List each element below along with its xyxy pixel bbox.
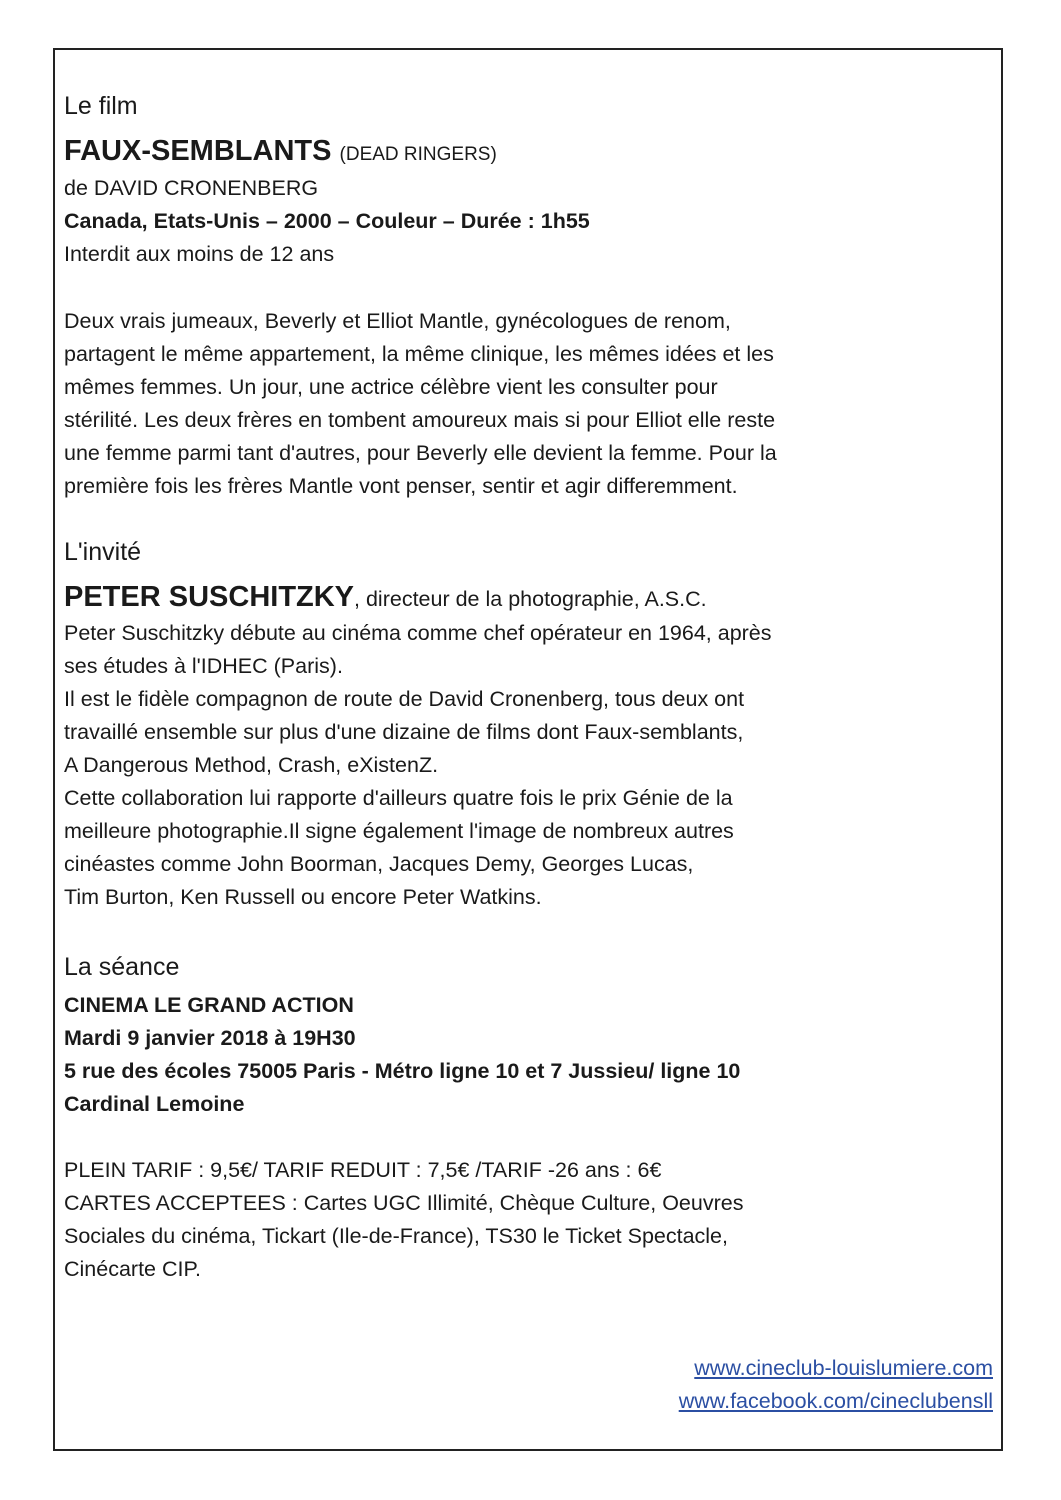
guest-bio-line: A Dangerous Method, Crash, eXistenZ. bbox=[64, 753, 439, 777]
guest-role: , directeur de la photographie, A.S.C. bbox=[354, 587, 707, 611]
guest-name-line bbox=[64, 579, 707, 617]
guest-name: PETER SUSCHITZKY bbox=[64, 581, 355, 613]
guest-bio-line: Cette collaboration lui rapporte d'ailleurs quatre fois le prix Génie de la bbox=[64, 786, 733, 810]
film-title: FAUX-SEMBLANTS bbox=[64, 135, 332, 167]
screening-venue: CINEMA LE GRAND ACTION bbox=[64, 993, 354, 1017]
screening-address: 5 rue des écoles 75005 Paris - Métro ligne 10 et 7 Jussieu/ ligne 10 bbox=[64, 1059, 741, 1083]
synopsis-line: Deux vrais jumeaux, Beverly et Elliot Mantle, gynécologues de renom, bbox=[64, 309, 731, 333]
screening-date: Mardi 9 janvier 2018 à 19H30 bbox=[64, 1026, 356, 1050]
film-details: Canada, Etats-Unis – 2000 – Couleur – Durée : 1h55 bbox=[64, 209, 590, 233]
synopsis-line: mêmes femmes. Un jour, une actrice célèbre vient les consulter pour bbox=[64, 375, 718, 399]
pricing-line: Sociales du cinéma, Tickart (Ile-de-France), TS30 le Ticket Spectacle, bbox=[64, 1224, 728, 1248]
film-rating: Interdit aux moins de 12 ans bbox=[64, 242, 335, 266]
footer-links bbox=[679, 1352, 993, 1418]
film-section-label: Le film bbox=[64, 92, 138, 120]
film-title-line bbox=[64, 133, 497, 173]
screening-address-continued: Cardinal Lemoine bbox=[64, 1092, 245, 1116]
pricing-line: Cinécarte CIP. bbox=[64, 1257, 202, 1281]
film-director: de DAVID CRONENBERG bbox=[64, 176, 319, 200]
website-link[interactable]: www.cineclub-louislumiere.com bbox=[694, 1356, 993, 1380]
pricing-line: PLEIN TARIF : 9,5€/ TARIF REDUIT : 7,5€ /TARIF -26 ans : 6€ bbox=[64, 1158, 662, 1182]
guest-bio-line: Tim Burton, Ken Russell ou encore Peter Watkins. bbox=[64, 885, 542, 909]
synopsis-line: partagent le même appartement, la même clinique, les mêmes idées et les bbox=[64, 342, 774, 366]
guest-bio-line: ses études à l'IDHEC (Paris). bbox=[64, 654, 343, 678]
guest-bio-line: travaillé ensemble sur plus d'une dizaine de films dont Faux-semblants, bbox=[64, 720, 744, 744]
synopsis-line: une femme parmi tant d'autres, pour Beverly elle devient la femme. Pour la bbox=[64, 441, 777, 465]
facebook-link[interactable]: www.facebook.com/cineclubensll bbox=[678, 1389, 993, 1413]
guest-bio-line: Peter Suschitzky débute au cinéma comme chef opérateur en 1964, après bbox=[64, 621, 772, 645]
guest-bio-line: meilleure photographie.Il signe également l'image de nombreux autres bbox=[64, 819, 734, 843]
screening-section-label: La séance bbox=[64, 953, 180, 981]
guest-bio-line: cinéastes comme John Boorman, Jacques Demy, Georges Lucas, bbox=[64, 852, 694, 876]
guest-bio-line: Il est le fidèle compagnon de route de David Cronenberg, tous deux ont bbox=[64, 687, 745, 711]
synopsis-line: stérilité. Les deux frères en tombent amoureux mais si pour Elliot elle reste bbox=[64, 408, 776, 432]
guest-section-label: L'invité bbox=[64, 538, 142, 566]
pricing-line: CARTES ACCEPTEES : Cartes UGC Illimité, Chèque Culture, Oeuvres bbox=[64, 1191, 744, 1215]
synopsis-line: première fois les frères Mantle vont penser, sentir et agir differemment. bbox=[64, 474, 738, 498]
film-original-title: (DEAD RINGERS) bbox=[339, 144, 497, 165]
